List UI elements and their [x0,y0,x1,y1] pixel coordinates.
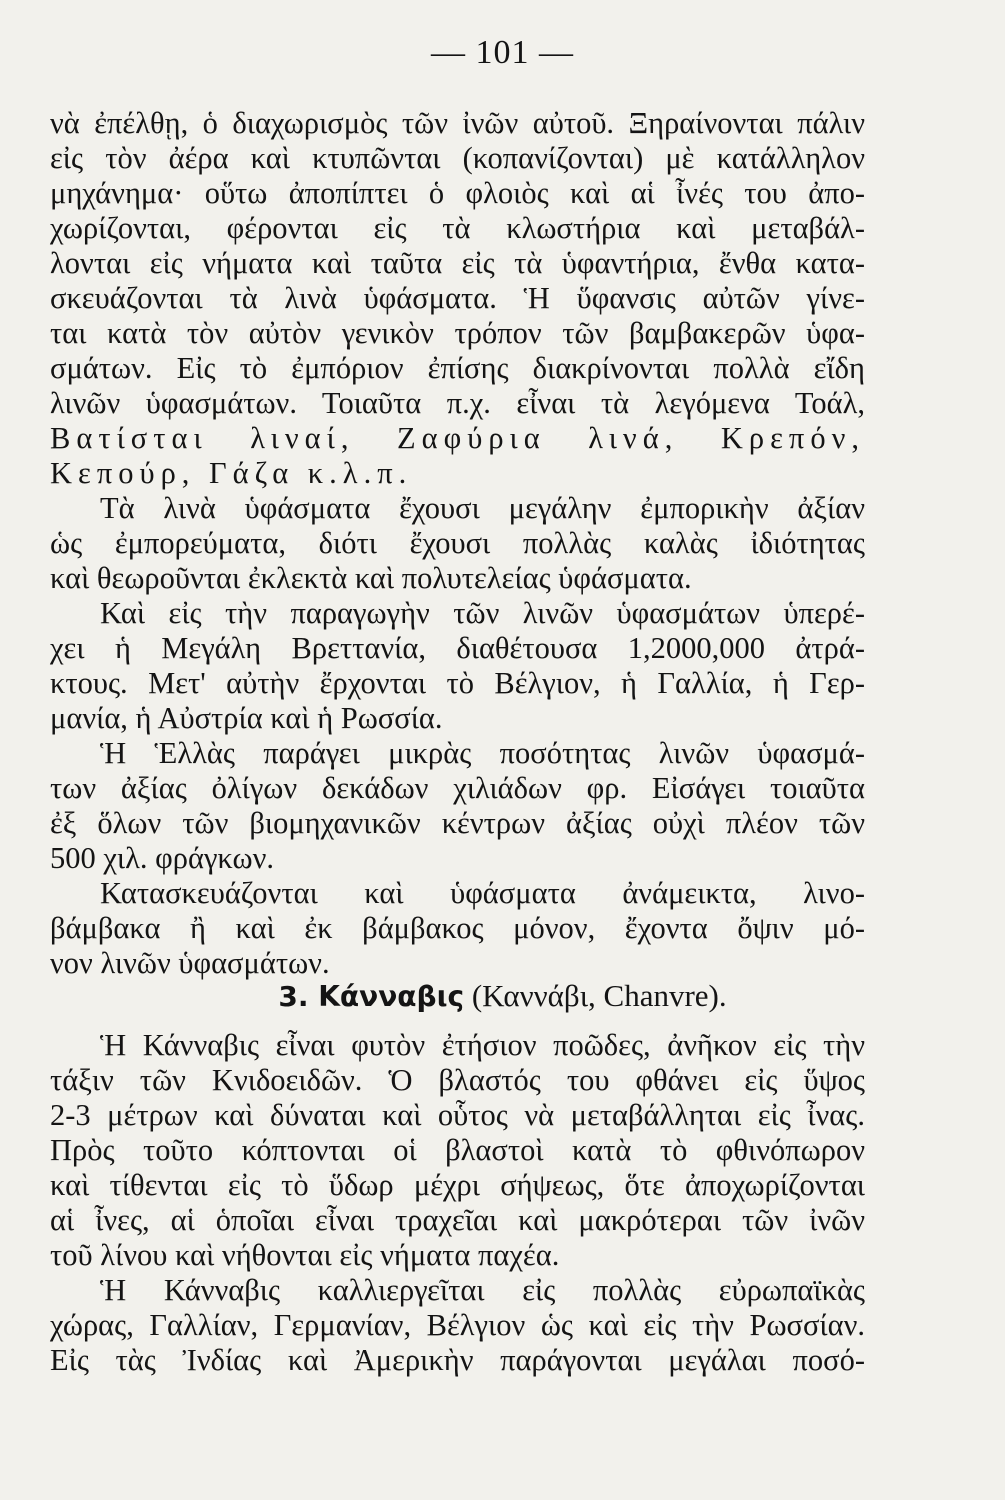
text-line: ὡς ἐμπορεύματα, διότι ἔχουσι πολλὰς καλὰς ἰδιότητας [50,526,865,560]
paragraphs-hemp [50,1028,865,1378]
text-line: σμάτων. Εἰς τὸ ἐμπόριον ἐπίσης διακρίνονται πολλὰ εἴδη [50,351,865,385]
text-line: Εἰς τὰς Ἰνδίας καὶ Ἀμερικὴν παράγονται μεγάλαι ποσό- [50,1343,865,1377]
text-line: εἰς τὸν ἀέρα καὶ κτυπῶνται (κοπανίζονται) μὲ κατάλληλον [50,141,865,175]
text-line: τάξιν τῶν Κνιδοειδῶν. Ὁ βλαστός του φθάνει εἰς ὕψος [50,1063,865,1097]
text-line: λονται εἰς νήματα καὶ ταῦτα εἰς τὰ ὑφαντήρια, ἔνθα κατα- [50,246,865,280]
text-line: 2-3 μέτρων καὶ δύναται καὶ οὗτος νὰ μεταβάλληται εἰς ἶνας. [50,1098,865,1132]
text-line: Ἡ Ἑλλὰς παράγει μικρὰς ποσότητας λινῶν ὑφασμά- [100,736,865,770]
section-title: 3. Κάνναβις [278,980,465,1013]
section-heading [0,976,1005,1016]
text-line: Ἡ Κάνναβις εἶναι φυτὸν ἐτήσιον ποῶδες, ἀνῆκον εἰς τὴν [100,1028,865,1062]
text-line: χωρίζονται, φέρονται εἰς τὰ κλωστήρια καὶ μεταβάλ- [50,211,865,245]
text-line: Τὰ λινὰ ὑφάσματα ἔχουσι μεγάλην ἐμπορικὴν ἀξίαν [100,491,865,525]
text-line: Ἡ Κάνναβις καλλιεργεῖται εἰς πολλὰς εὐρωπαϊκὰς [100,1273,865,1307]
text-line: κτους. Μετ' αὐτὴν ἔρχονται τὸ Βέλγιον, ἡ Γαλλία, ἡ Γερ- [50,666,865,700]
text-line: καὶ θεωροῦνται ἐκλεκτὰ καὶ πολυτελείας ὑφάσματα. [50,561,692,595]
text-line: μανία, ἡ Αὐστρία καὶ ἡ Ρωσσία. [50,701,443,735]
section-subtitle: (Καννάβι, Chanvre). [471,978,727,1013]
text-line: νὰ ἐπέλθῃ, ὁ διαχωρισμὸς τῶν ἰνῶν αὐτοῦ. Ξηραίνονται πάλιν [50,106,865,140]
text-line: αἱ ἶνες, αἱ ὁποῖαι εἶναι τραχεῖαι καὶ μακρότεραι τῶν ἰνῶν [50,1203,865,1237]
text-line: ται κατὰ τὸν αὐτὸν γενικὸν τρόπον τῶν βαμβακερῶν ὑφα- [50,316,865,350]
text-line: Πρὸς τοῦτο κόπτονται οἱ βλαστοὶ κατὰ τὸ φθινόπωρον [50,1133,865,1167]
text-line: βάμβακα ἢ καὶ ἐκ βάμβακος μόνον, ἔχοντα ὄψιν μό- [50,911,865,945]
text-line: καὶ τίθενται εἰς τὸ ὕδωρ μέχρι σήψεως, ὅτε ἀποχωρίζονται [50,1168,865,1202]
text-line: Κατασκευάζονται καὶ ὑφάσματα ἀνάμεικτα, λινο- [100,876,865,910]
page-number: — 101 — [431,34,574,71]
text-line: ἐξ ὅλων τῶν βιομηχανικῶν κέντρων ἀξίας οὐχὶ πλέον τῶν [50,806,865,840]
text-line: χει ἡ Μεγάλη Βρεττανία, διαθέτουσα 1,2000,000 ἀτρά- [50,631,865,665]
text-line: σκευάζονται τὰ λινὰ ὑφάσματα. Ἡ ὕφανσις αὐτῶν γίνε- [50,281,865,315]
text-line: νον λινῶν ὑφασμάτων. [50,946,330,980]
text-line: χώρας, Γαλλίαν, Γερμανίαν, Βέλγιον ὡς καὶ εἰς τὴν Ρωσσίαν. [50,1308,865,1342]
text-line: Καὶ εἰς τὴν παραγωγὴν τῶν λινῶν ὑφασμάτων ὑπερέ- [100,596,865,630]
text-line: 500 χιλ. φράγκων. [50,841,275,875]
paragraphs-flax [50,106,865,981]
text-line: μηχάνημα· οὕτω ἀποπίπτει ὁ φλοιὸς καὶ αἱ ἶνές του ἀπο- [50,176,865,210]
text-line: λινῶν ὑφασμάτων. Τοιαῦτα π.χ. εἶναι τὰ λεγόμενα Τοάλ, [50,386,865,420]
text-line: τοῦ λίνου καὶ νήθονται εἰς νήματα παχέα. [50,1238,560,1272]
text-line: Βατίσται λιναί, Ζαφύρια λινά, Κρεπόν, [50,421,865,455]
text-line: των ἀξίας ὀλίγων δεκάδων χιλιάδων φρ. Εἰσάγει τοιαῦτα [50,771,865,805]
text-line: Κεπούρ, Γάζα κ.λ.π. [50,456,413,490]
